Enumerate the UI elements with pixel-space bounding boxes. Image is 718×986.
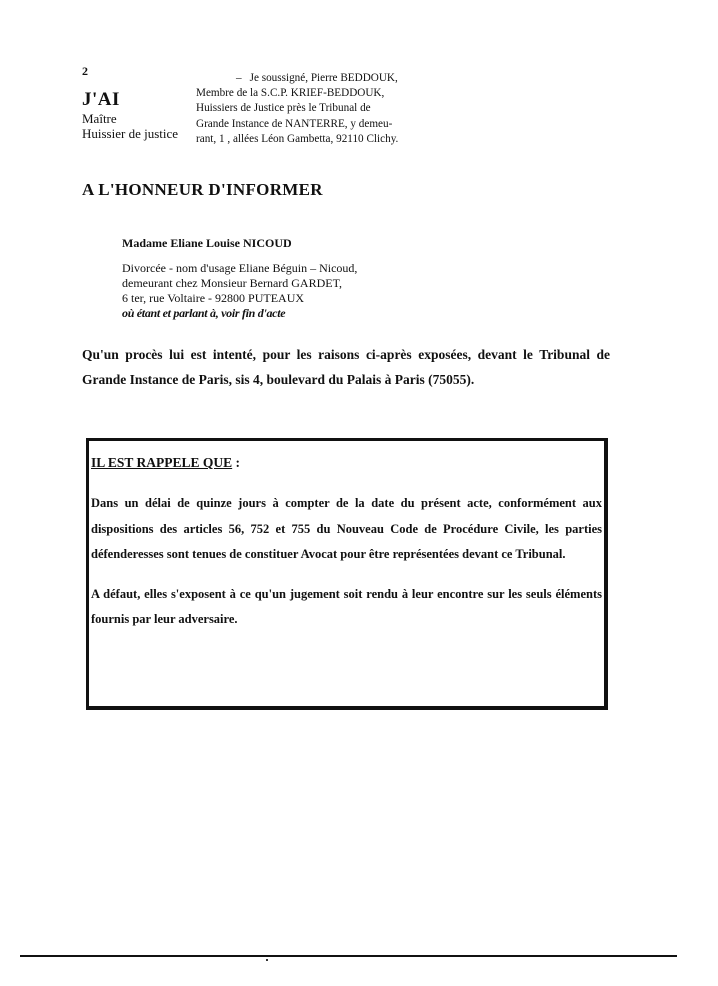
huissier-line-4: Grande Instance de NANTERRE, y demeu- xyxy=(196,117,393,130)
notice-heading-text: IL EST RAPPELE QUE xyxy=(91,455,233,470)
footer-rule xyxy=(20,955,677,957)
remise-mention: où étant et parlant à, voir fin d'acte xyxy=(122,306,286,320)
notice-paragraph-1: Dans un délai de quinze jours à compter de la date du présent acte, conformément aux dispositions des articles 56, 752 et 755 du Nouveau Code de Procédure Civile, les parties défenderesses sont tenues de constituer Avocat pour être représentées devant ce Tribunal. xyxy=(91,496,602,561)
document-title: A L'HONNEUR D'INFORMER xyxy=(82,180,323,199)
addressee-line-2: demeurant chez Monsieur Bernard GARDET, xyxy=(122,276,343,290)
addressee-line-1: Divorcée - nom d'usage Eliane Béguin – Nicoud, xyxy=(122,261,358,275)
notice-heading xyxy=(91,455,602,471)
huissier-de-justice-line: Huissier de justice xyxy=(82,126,179,141)
maitre-line: Maître xyxy=(82,111,117,126)
addressee-name: Madame Eliane Louise NICOUD xyxy=(122,236,292,250)
footer-dot xyxy=(266,959,268,961)
proces-paragraph: Qu'un procès lui est intenté, pour les raisons ci-après exposées, devant le Tribunal de Grande Instance de Paris, sis 4, boulevard du Palais à Paris (75055). xyxy=(82,347,610,387)
huissier-line-3: Huissiers de Justice près le Tribunal de xyxy=(196,102,371,115)
addressee-line-3: 6 ter, rue Voltaire - 92800 PUTEAUX xyxy=(122,291,305,305)
page-number: 2 xyxy=(82,64,88,78)
huissier-line-1: – Je soussigné, Pierre BEDDOUK, xyxy=(236,72,398,84)
notice-paragraph-2: A défaut, elles s'exposent à ce qu'un jugement soit rendu à leur encontre sur les seuls éléments fournis par leur adversaire. xyxy=(91,586,602,626)
maitre-block xyxy=(82,111,178,141)
addressee-block xyxy=(122,236,357,321)
huissier-identification xyxy=(196,71,399,147)
huissier-line-5: rant, 1 , allées Léon Gambetta, 92110 Clichy. xyxy=(196,132,399,145)
notice-box xyxy=(86,438,608,710)
huissier-line-2: Membre de la S.C.P. KRIEF-BEDDOUK, xyxy=(196,87,385,100)
notice-heading-colon: : xyxy=(232,455,241,470)
dash-mark: – xyxy=(236,72,242,84)
jai-heading: J'AI xyxy=(82,89,120,110)
